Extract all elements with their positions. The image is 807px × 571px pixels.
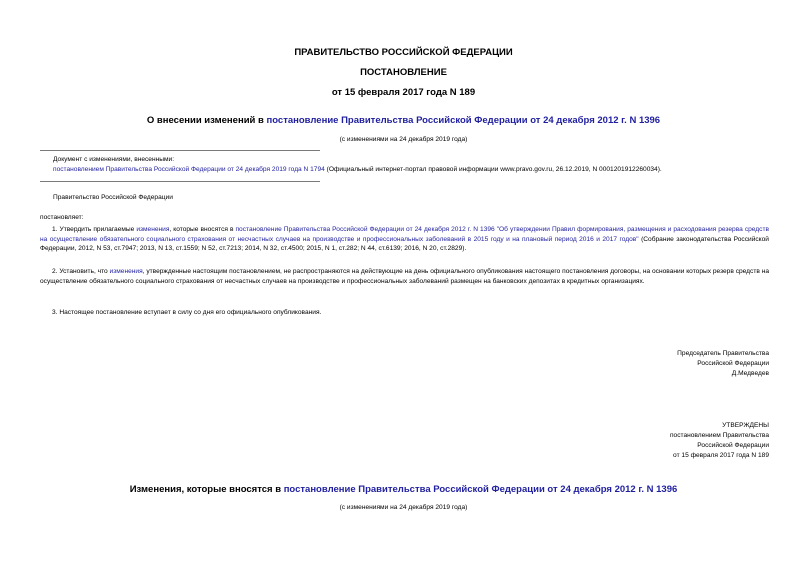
signature-block — [677, 349, 769, 379]
document-type: ПОСТАНОВЛЕНИЕ — [360, 67, 447, 78]
revision-note: (с изменениями на 24 декабря 2019 года) — [339, 136, 468, 143]
title-link[interactable]: постановление Правительства Российской Федерации от 24 декабря 2012 г. N 1396 — [266, 115, 661, 126]
document-title — [0, 115, 807, 126]
title-prefix: О внесении изменений в — [146, 115, 267, 126]
approved-line-2: постановлением Правительства — [669, 432, 769, 439]
annex-title-prefix: Изменения, которые вносятся в — [129, 484, 284, 495]
divider-bottom — [40, 181, 320, 182]
signature-line-2: Российской Федерации — [697, 360, 769, 367]
approved-block — [670, 421, 769, 461]
changes-intro: Документ с изменениями, внесенными: — [53, 156, 175, 163]
signature-line-1: Председатель Правительства — [677, 350, 769, 357]
changes-reference — [53, 165, 662, 175]
government-heading: ПРАВИТЕЛЬСТВО РОССИЙСКОЙ ФЕДЕРАЦИИ — [294, 47, 513, 58]
approved-line-1: УТВЕРЖДЕНЫ — [722, 422, 769, 429]
p2-text-b: , утвержденные настоящим постановлением, не распространяются на действующие на день официального опубликования настоящего постановления договоры, на основании которых резерв средств на осуществление обязательного социального страхования от несчастных случаев на производстве и профессиональных заболеваний размещен на банковских депозитах в кредитных организациях. — [40, 268, 770, 285]
p1-link-resolution[interactable]: постановление Правительства Российской Федерации от 24 декабря 2012 г. N 1396 "Об утверждении Правил формирования, размещения и расходования резерва средств на осуществление обязательного социального страхования от несчастных случаев на производстве и профессиональных заболеваний в 2015 году и на плановый период 2016 и 2017 годов" — [40, 226, 769, 243]
paragraph-1 — [40, 225, 769, 254]
changes-source: (Официальный интернет-портал правовой информации www.pravo.gov.ru, 26.12.2019, N 0001201912260034). — [324, 166, 662, 173]
signature-line-3: Д.Медведев — [731, 370, 769, 377]
paragraph-3: 3. Настоящее постановление вступает в силу со дня его официального опубликования. — [52, 309, 322, 316]
annex-title — [0, 484, 807, 495]
annex-title-link[interactable]: постановление Правительства Российской Федерации от 24 декабря 2012 г. N 1396 — [283, 484, 678, 495]
approved-line-4: от 15 февраля 2017 года N 189 — [673, 452, 769, 459]
p1-text-b: , которые вносятся в — [169, 226, 236, 233]
approved-line-3: Российской Федерации — [697, 442, 769, 449]
p1-text-a: 1. Утвердить прилагаемые — [52, 226, 137, 233]
p1-text-c: (Собрание законодательства Российской Федерации, 2012, N 53, ст.7947; 2013, N 13, ст.1559; N 52, ст.7213; 2014, N 32, ст.4500; 2015, N 1, ст.282; N 44, ст.6139; 2016, N 20, ст.2829). — [40, 235, 769, 253]
document-date-number: от 15 февраля 2017 года N 189 — [331, 87, 476, 98]
annex-revision-note: (с изменениями на 24 декабря 2019 года) — [339, 504, 468, 511]
issuer: Правительство Российской Федерации — [53, 194, 173, 201]
decides: постановляет: — [40, 214, 84, 221]
p1-link-changes[interactable]: изменения — [136, 226, 170, 233]
p2-link-changes[interactable]: изменения — [109, 268, 143, 275]
paragraph-2 — [40, 267, 769, 286]
changes-link[interactable]: постановлением Правительства Российской Федерации от 24 декабря 2019 года N 1794 — [53, 166, 325, 173]
p2-text-a: 2. Установить, что — [52, 268, 110, 275]
divider-top — [40, 150, 320, 151]
